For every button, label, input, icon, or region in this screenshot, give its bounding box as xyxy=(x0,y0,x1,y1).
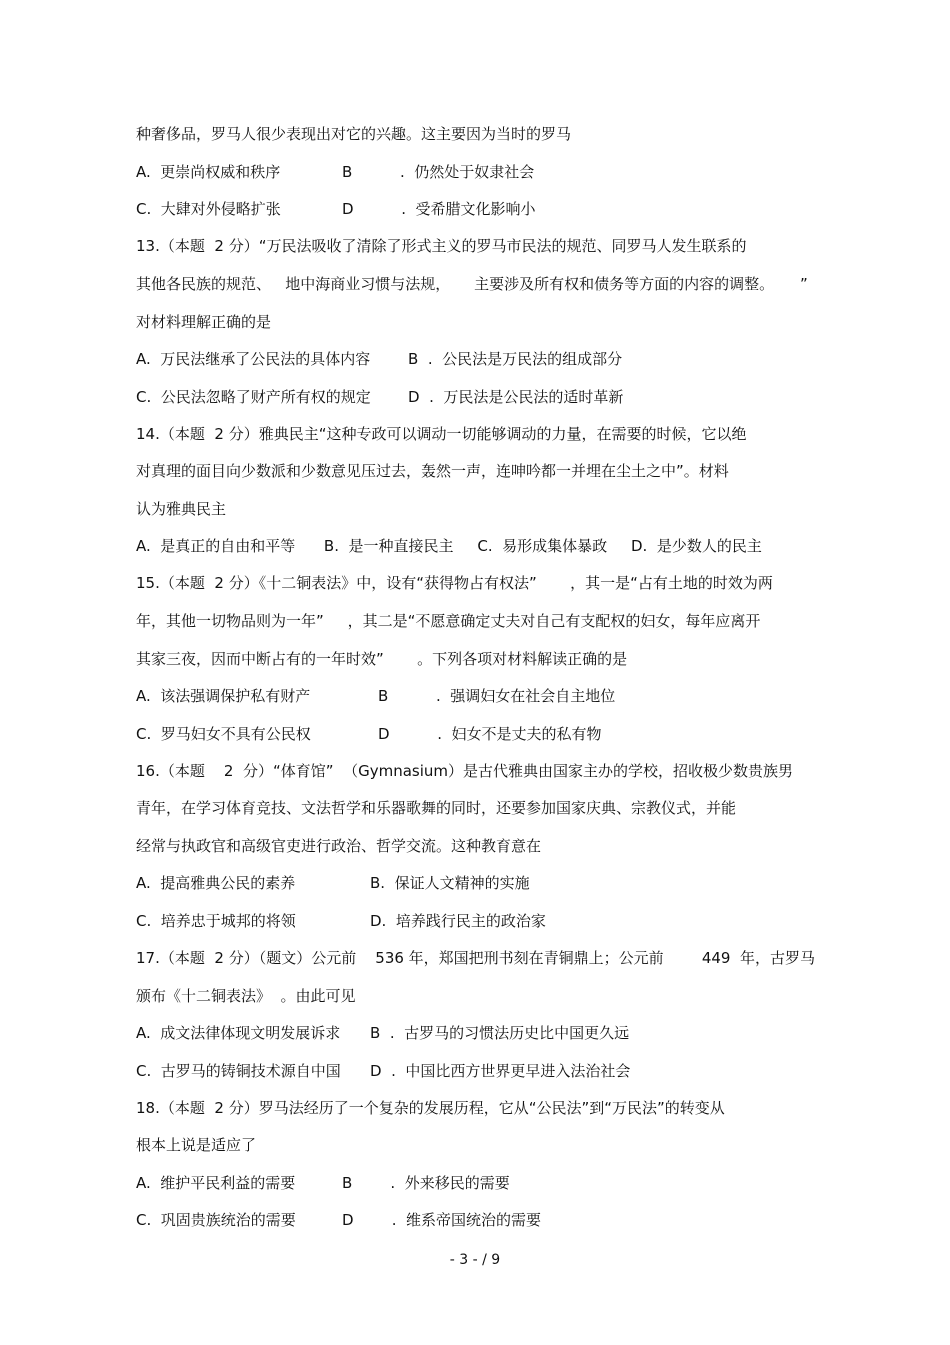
q18-stem-line-2: 根本上说是适应了 xyxy=(136,1136,257,1154)
q16-option-d: D. 培养践行民主的政治家 xyxy=(370,912,546,930)
q17-stem-line-1: 17.（本题 2 分）（题文）公元前 536 年，郑国把刑书刻在青铜鼎上；公元前 449 年，古罗马 xyxy=(136,949,815,967)
q13-stem-line-2: 其他各民族的规范、 地中海商业习惯与法规， 主要涉及所有权和债务等方面的内容的调整。 xyxy=(136,275,775,293)
q17-option-d: D . 中国比西方世界更早进入法治社会 xyxy=(370,1062,631,1080)
q18-option-b: B . 外来移民的需要 xyxy=(342,1174,510,1192)
q13-closing-quote: ” xyxy=(800,275,808,293)
q16-stem-line-3: 经常与执政官和高级官吏进行政治、哲学交流。这种教育意在 xyxy=(136,837,542,855)
q14-options: A. 是真正的自由和平等 B. 是一种直接民主 C. 易形成集体暴政 D. 是少数人的民主 xyxy=(136,537,762,555)
q18-option-d: D . 维系帝国统治的需要 xyxy=(342,1211,541,1229)
q15-option-b: B . 强调妇女在社会自主地位 xyxy=(378,687,616,705)
q16-stem-line-2: 青年，在学习体育竞技、文法哲学和乐器歌舞的同时，还要参加国家庆典、宗教仪式，并能 xyxy=(136,799,737,817)
q15-option-a: A. 该法强调保护私有财产 xyxy=(136,687,311,705)
q12-option-a: A. 更崇尚权威和秩序 xyxy=(136,163,281,181)
q15-stem-line-2: 年，其他一切物品则为一年” ，其二是“不愿意确定丈夫对自己有支配权的妇女，每年应离开 xyxy=(136,612,761,630)
q13-stem-line-1: 13.（本题 2 分）“万民法吸收了清除了形式主义的罗马市民法的规范、同罗马人发生联系的 xyxy=(136,237,747,255)
q16-stem-line-1: 16.（本题 2 分）“体育馆” （Gymnasium）是古代雅典由国家主办的学校，招收极少数贵族男 xyxy=(136,762,794,780)
q17-option-b: B . 古罗马的习惯法历史比中国更久远 xyxy=(370,1024,630,1042)
q16-option-c: C. 培养忠于城邦的将领 xyxy=(136,912,296,930)
q15-option-d: D . 妇女不是丈夫的私有物 xyxy=(378,725,602,743)
q14-stem-line-2: 对真理的面目向少数派和少数意见压过去，轰然一声，连呻吟都一并埋在尘土之中”。材料 xyxy=(136,462,729,480)
q16-option-b: B. 保证人文精神的实施 xyxy=(370,874,530,892)
q16-option-a: A. 提高雅典公民的素养 xyxy=(136,874,296,892)
q12-option-c: C. 大肆对外侵略扩张 xyxy=(136,200,281,218)
q18-stem-line-1: 18.（本题 2 分）罗马法经历了一个复杂的发展历程，它从“公民法”到“万民法”的转变从 xyxy=(136,1099,725,1117)
q13-option-c: C. 公民法忽略了财产所有权的规定 xyxy=(136,388,371,406)
q15-option-c: C. 罗马妇女不具有公民权 xyxy=(136,725,311,743)
q12-tail-text: 种奢侈品，罗马人很少表现出对它的兴趣。这主要因为当时的罗马 xyxy=(136,125,572,143)
q17-option-a: A. 成文法律体现文明发展诉求 xyxy=(136,1024,341,1042)
q14-stem-line-1: 14.（本题 2 分）雅典民主“这种专政可以调动一切能够调动的力量，在需要的时候，它以绝 xyxy=(136,425,747,443)
q15-stem-line-3: 其家三夜，因而中断占有的一年时效” 。下列各项对材料解读正确的是 xyxy=(136,650,628,668)
q17-option-c: C. 古罗马的铸铜技术源自中国 xyxy=(136,1062,341,1080)
q12-option-d: D . 受希腊文化影响小 xyxy=(342,200,536,218)
q15-stem-line-1: 15.（本题 2 分）《十二铜表法》中，设有“获得物占有权法” ，其一是“占有土地的时效为两 xyxy=(136,574,773,592)
q13-option-b: B . 公民法是万民法的组成部分 xyxy=(408,350,623,368)
q14-stem-line-3: 认为雅典民主 xyxy=(136,500,227,518)
q17-stem-line-2: 颁布《十二铜表法》 。由此可见 xyxy=(136,987,356,1005)
q13-option-d: D . 万民法是公民法的适时革新 xyxy=(408,388,624,406)
q12-option-b: B . 仍然处于奴隶社会 xyxy=(342,163,535,181)
q18-option-a: A. 维护平民利益的需要 xyxy=(136,1174,296,1192)
q18-option-c: C. 巩固贵族统治的需要 xyxy=(136,1211,296,1229)
page-number: - 3 - / 9 xyxy=(449,1252,501,1268)
q13-option-a: A. 万民法继承了公民法的具体内容 xyxy=(136,350,371,368)
q13-stem-line-3: 对材料理解正确的是 xyxy=(136,313,272,331)
